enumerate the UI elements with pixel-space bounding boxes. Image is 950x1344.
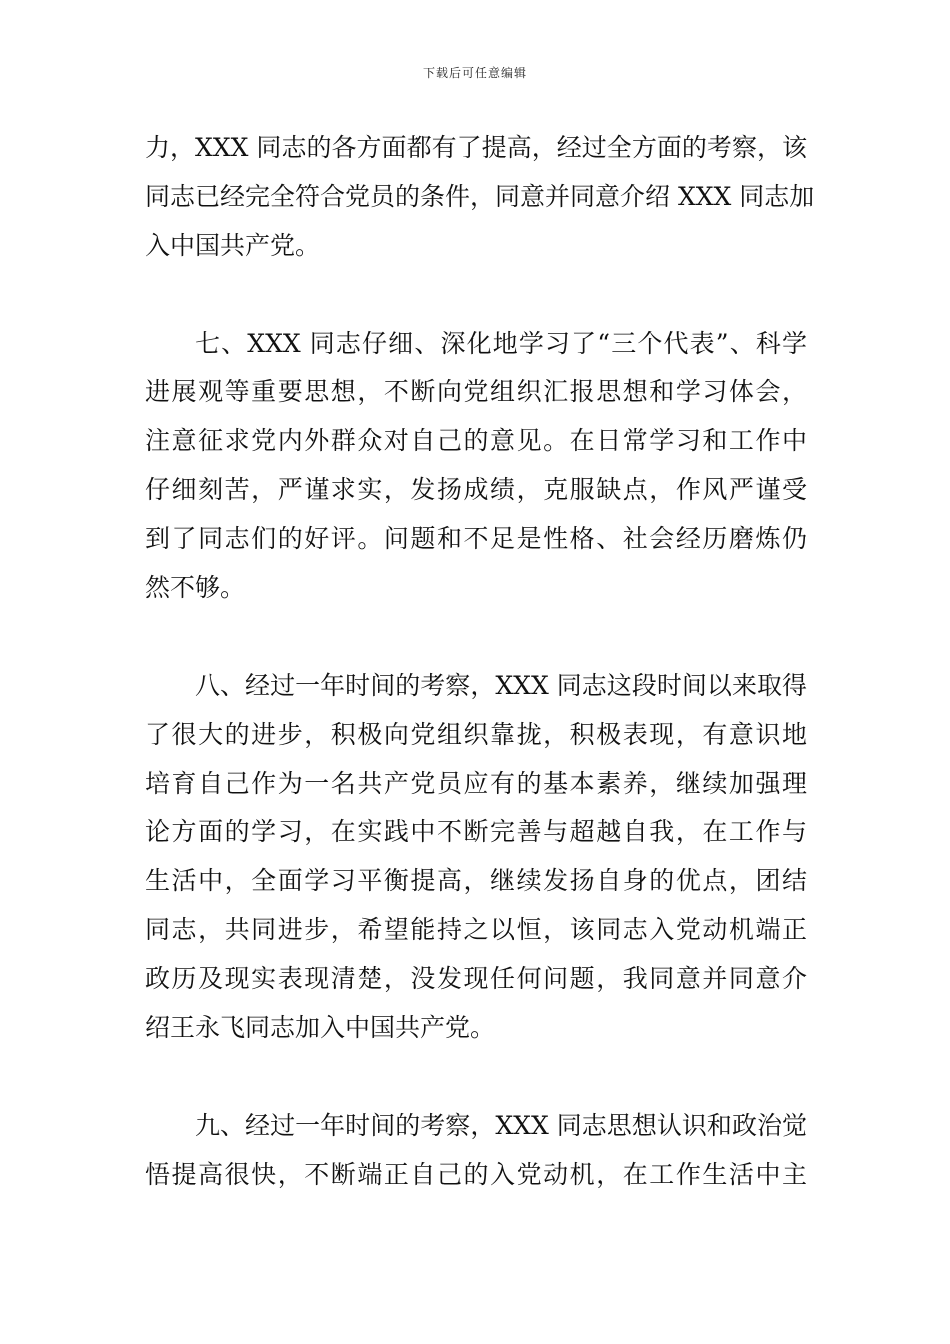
paragraph-gap [145, 1053, 807, 1102]
paragraph-nine [145, 1102, 807, 1200]
paragraph-line: 进展观等重要思想，不断向党组织汇报思想和学习体会， [145, 377, 807, 407]
paragraph-seven [145, 320, 807, 613]
paragraph-line: 生活中，全面学习平衡提高，继续发扬自身的优点，团结 [145, 866, 807, 896]
paragraph-line: 同志，共同进步，希望能持之以恒，该同志入党动机端正 [145, 915, 807, 945]
paragraph-line: 了很大的进步，积极向党组织靠拢，积极表现，有意识地 [145, 719, 807, 749]
paragraph-line: 九、经过一年时间的考察，XXX 同志思想认识和政治觉 [195, 1110, 807, 1140]
document-body [145, 124, 815, 1200]
page-header: 下载后可任意编辑 [422, 66, 527, 80]
paragraph-line: 同志已经完全符合党员的条件，同意并同意介绍 XXX 同志加 [145, 181, 815, 211]
paragraph-gap [145, 271, 807, 320]
paragraph-line: 七、XXX 同志仔细、深化地学习了“三个代表”、科学 [195, 328, 807, 358]
paragraph-line: 悟提高很快，不断端正自己的入党动机，在工作生活中主 [145, 1159, 807, 1189]
paragraph-continuation [145, 124, 815, 271]
paragraph-line: 论方面的学习，在实践中不断完善与超越自我，在工作与 [145, 817, 807, 847]
paragraph-line: 绍王永飞同志加入中国共产党。 [145, 1013, 496, 1043]
paragraph-line: 入中国共产党。 [145, 230, 321, 260]
paragraph-eight [145, 662, 807, 1053]
paragraph-line: 力，XXX 同志的各方面都有了提高，经过全方面的考察，该 [145, 133, 807, 162]
paragraph-line: 仔细刻苦，严谨求实，发扬成绩，克服缺点，作风严谨受 [145, 475, 807, 505]
paragraph-line: 注意征求党内外群众对自己的意见。在日常学习和工作中 [145, 426, 807, 456]
paragraph-line: 八、经过一年时间的考察，XXX 同志这段时间以来取得 [195, 670, 807, 700]
paragraph-line: 到了同志们的好评。问题和不足是性格、社会经历磨炼仍 [145, 524, 807, 554]
paragraph-gap [145, 613, 807, 662]
paragraph-line: 然不够。 [145, 573, 246, 603]
paragraph-line: 政历及现实表现清楚，没发现任何问题，我同意并同意介 [145, 964, 807, 994]
paragraph-line: 培育自己作为一名共产党员应有的基本素养，继续加强理 [145, 768, 807, 798]
